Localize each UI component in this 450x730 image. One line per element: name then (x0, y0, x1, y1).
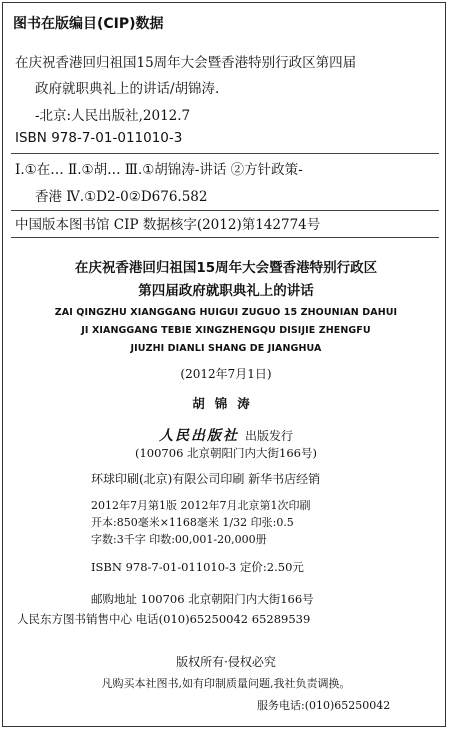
cip-record-number: 中国版本图书馆 CIP 数据核字(2012)第142774号 (15, 217, 321, 233)
author-name: 胡锦涛 (192, 396, 260, 411)
publisher-address: (100706 北京朝阳门内大街166号) (135, 446, 317, 460)
book-title-line-1: 在庆祝香港回归祖国15周年大会暨香港特别行政区 (74, 260, 378, 276)
cip-heading: 图书在版编目(CIP)数据 (13, 16, 164, 32)
speech-date: (2012年7月1日) (180, 367, 272, 381)
divider (11, 153, 439, 154)
cip-publisher-line: -北京:人民出版社,2012.7 (35, 108, 191, 124)
pinyin-title-line-3: JIUZHI DIANLI SHANG DE JIANGHUA (130, 343, 322, 354)
mail-order-address: 邮购地址 100706 北京朝阳门内大街166号 (91, 592, 314, 606)
pinyin-title-line-1: ZAI QINGZHU XIANGGANG HUIGUI ZUGUO 15 ZHOUNIAN DAHUI (54, 307, 398, 318)
copyright-page (2, 2, 446, 727)
format-line: 开本:850毫米×1168毫米 1/32 印张:0.5 (91, 516, 294, 529)
book-title-line-2: 第四届政府就职典礼上的讲话 (138, 283, 314, 299)
copyright-notice: 版权所有·侵权必究 (176, 655, 276, 669)
cip-title-line-2: 政府就职典礼上的讲话/胡锦涛. (35, 81, 220, 97)
publisher-line (3, 425, 449, 445)
cip-isbn: ISBN 978-7-01-011010-3 (15, 130, 183, 146)
isbn-price-line: ISBN 978-7-01-011010-3 定价:2.50元 (91, 560, 304, 574)
quality-notice: 凡购买本社图书,如有印制质量问题,我社负责调换。 (101, 677, 351, 690)
pinyin-title-line-2: JI XIANGGANG TEBIE XINGZHENGQU DISIJIE ZHENGFU (81, 325, 371, 336)
edition-line: 2012年7月第1版 2012年7月北京第1次印刷 (91, 499, 311, 512)
sales-center-phone: 人民东方图书销售中心 电话(010)65250042 65289539 (17, 612, 311, 626)
printer-line: 环球印刷(北京)有限公司印刷 新华书店经销 (91, 472, 321, 486)
divider (11, 210, 439, 211)
divider (11, 237, 439, 238)
service-phone: 服务电话:(010)65250042 (257, 699, 391, 712)
wordcount-line: 字数:3千字 印数:00,001-20,000册 (91, 533, 267, 546)
publisher-logo: 人民出版社 (158, 428, 239, 444)
publisher-suffix: 出版发行 (244, 429, 293, 443)
cip-title-line-1: 在庆祝香港回归祖国15周年大会暨香港特别行政区第四届 (15, 55, 357, 71)
cip-classification-line-2: 香港 Ⅳ.①D2-0②D676.582 (35, 189, 208, 205)
cip-classification-line-1: Ⅰ.①在… Ⅱ.①胡… Ⅲ.①胡锦涛-讲话 ②方针政策- (15, 162, 303, 178)
